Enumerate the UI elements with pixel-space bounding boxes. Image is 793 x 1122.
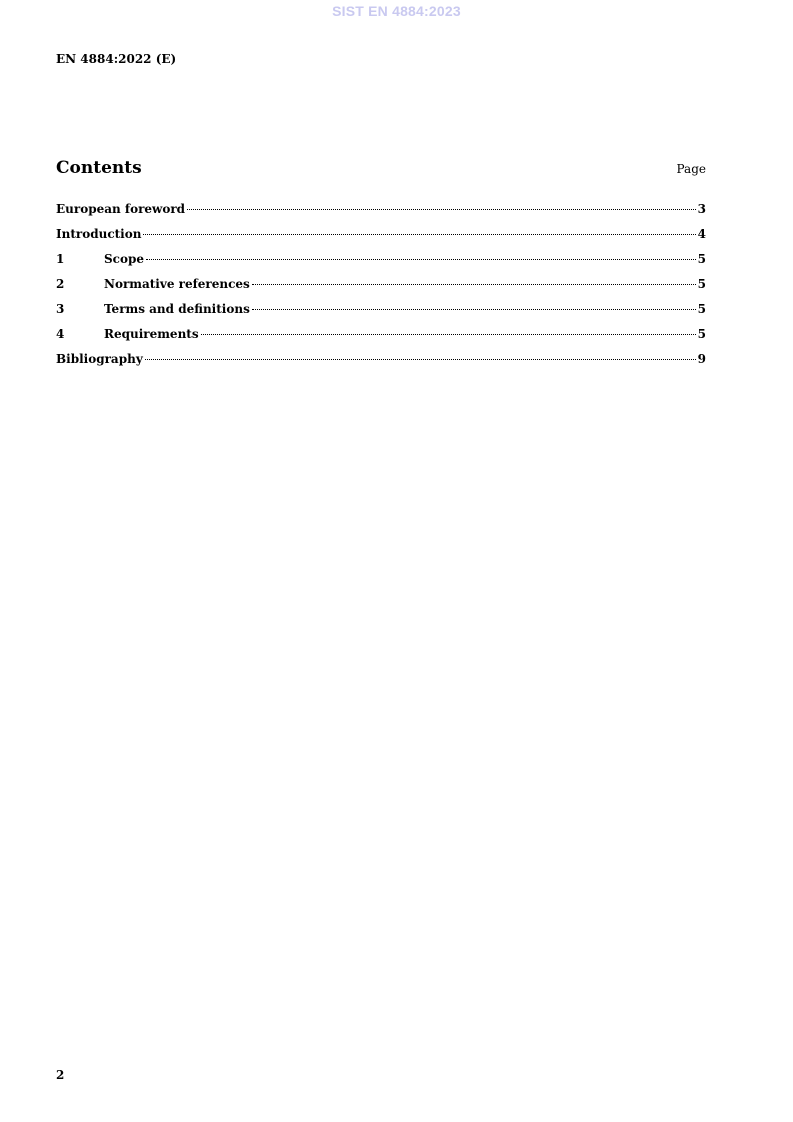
toc-entry-page: 3 [697, 202, 706, 216]
toc-entry-scope[interactable] [56, 249, 706, 274]
toc-leader-dots [201, 334, 696, 335]
toc-leader-dots [145, 359, 696, 360]
toc-entry-title: Introduction [56, 227, 142, 241]
toc-entry-title: Bibliography [56, 352, 143, 366]
toc-entry-title: European foreword [56, 202, 186, 216]
toc-leader-dots [252, 284, 696, 285]
toc-leader-dots [187, 209, 696, 210]
toc-entry-title: Requirements [104, 327, 199, 341]
toc-entry-number: 3 [56, 302, 65, 316]
toc-entry-terms-and-definitions[interactable] [56, 299, 706, 324]
toc-entry-introduction[interactable] [56, 224, 706, 249]
toc-entry-bibliography[interactable] [56, 349, 706, 374]
toc-entry-number: 4 [56, 327, 65, 341]
toc-entry-page: 5 [697, 252, 706, 266]
toc-entry-normative-references[interactable] [56, 274, 706, 299]
toc-entry-title: Scope [104, 252, 145, 266]
toc-entry-title: Terms and definitions [104, 302, 250, 316]
toc-entry-page: 5 [697, 277, 706, 291]
toc-entry-title: Normative references [104, 277, 250, 291]
toc-entry-european-foreword[interactable] [56, 199, 706, 224]
toc-entry-number: 1 [56, 252, 65, 266]
toc-leader-dots [146, 259, 696, 260]
toc-entry-page: 5 [697, 327, 706, 341]
toc-leader-dots [252, 309, 696, 310]
toc-leader-dots [143, 234, 695, 235]
toc-entry-requirements[interactable] [56, 324, 706, 349]
toc-entry-page: 4 [697, 227, 706, 241]
contents-title: Contents [56, 158, 142, 178]
toc-entry-page: 9 [697, 352, 706, 366]
toc-entry-page: 5 [697, 302, 706, 316]
toc-entry-number: 2 [56, 277, 65, 291]
table-of-contents [56, 199, 706, 374]
document-id: EN 4884:2022 (E) [56, 52, 177, 66]
watermark: SIST EN 4884:2023 [332, 3, 461, 19]
page-number: 2 [56, 1068, 65, 1082]
page-column-label: Page [676, 162, 706, 176]
